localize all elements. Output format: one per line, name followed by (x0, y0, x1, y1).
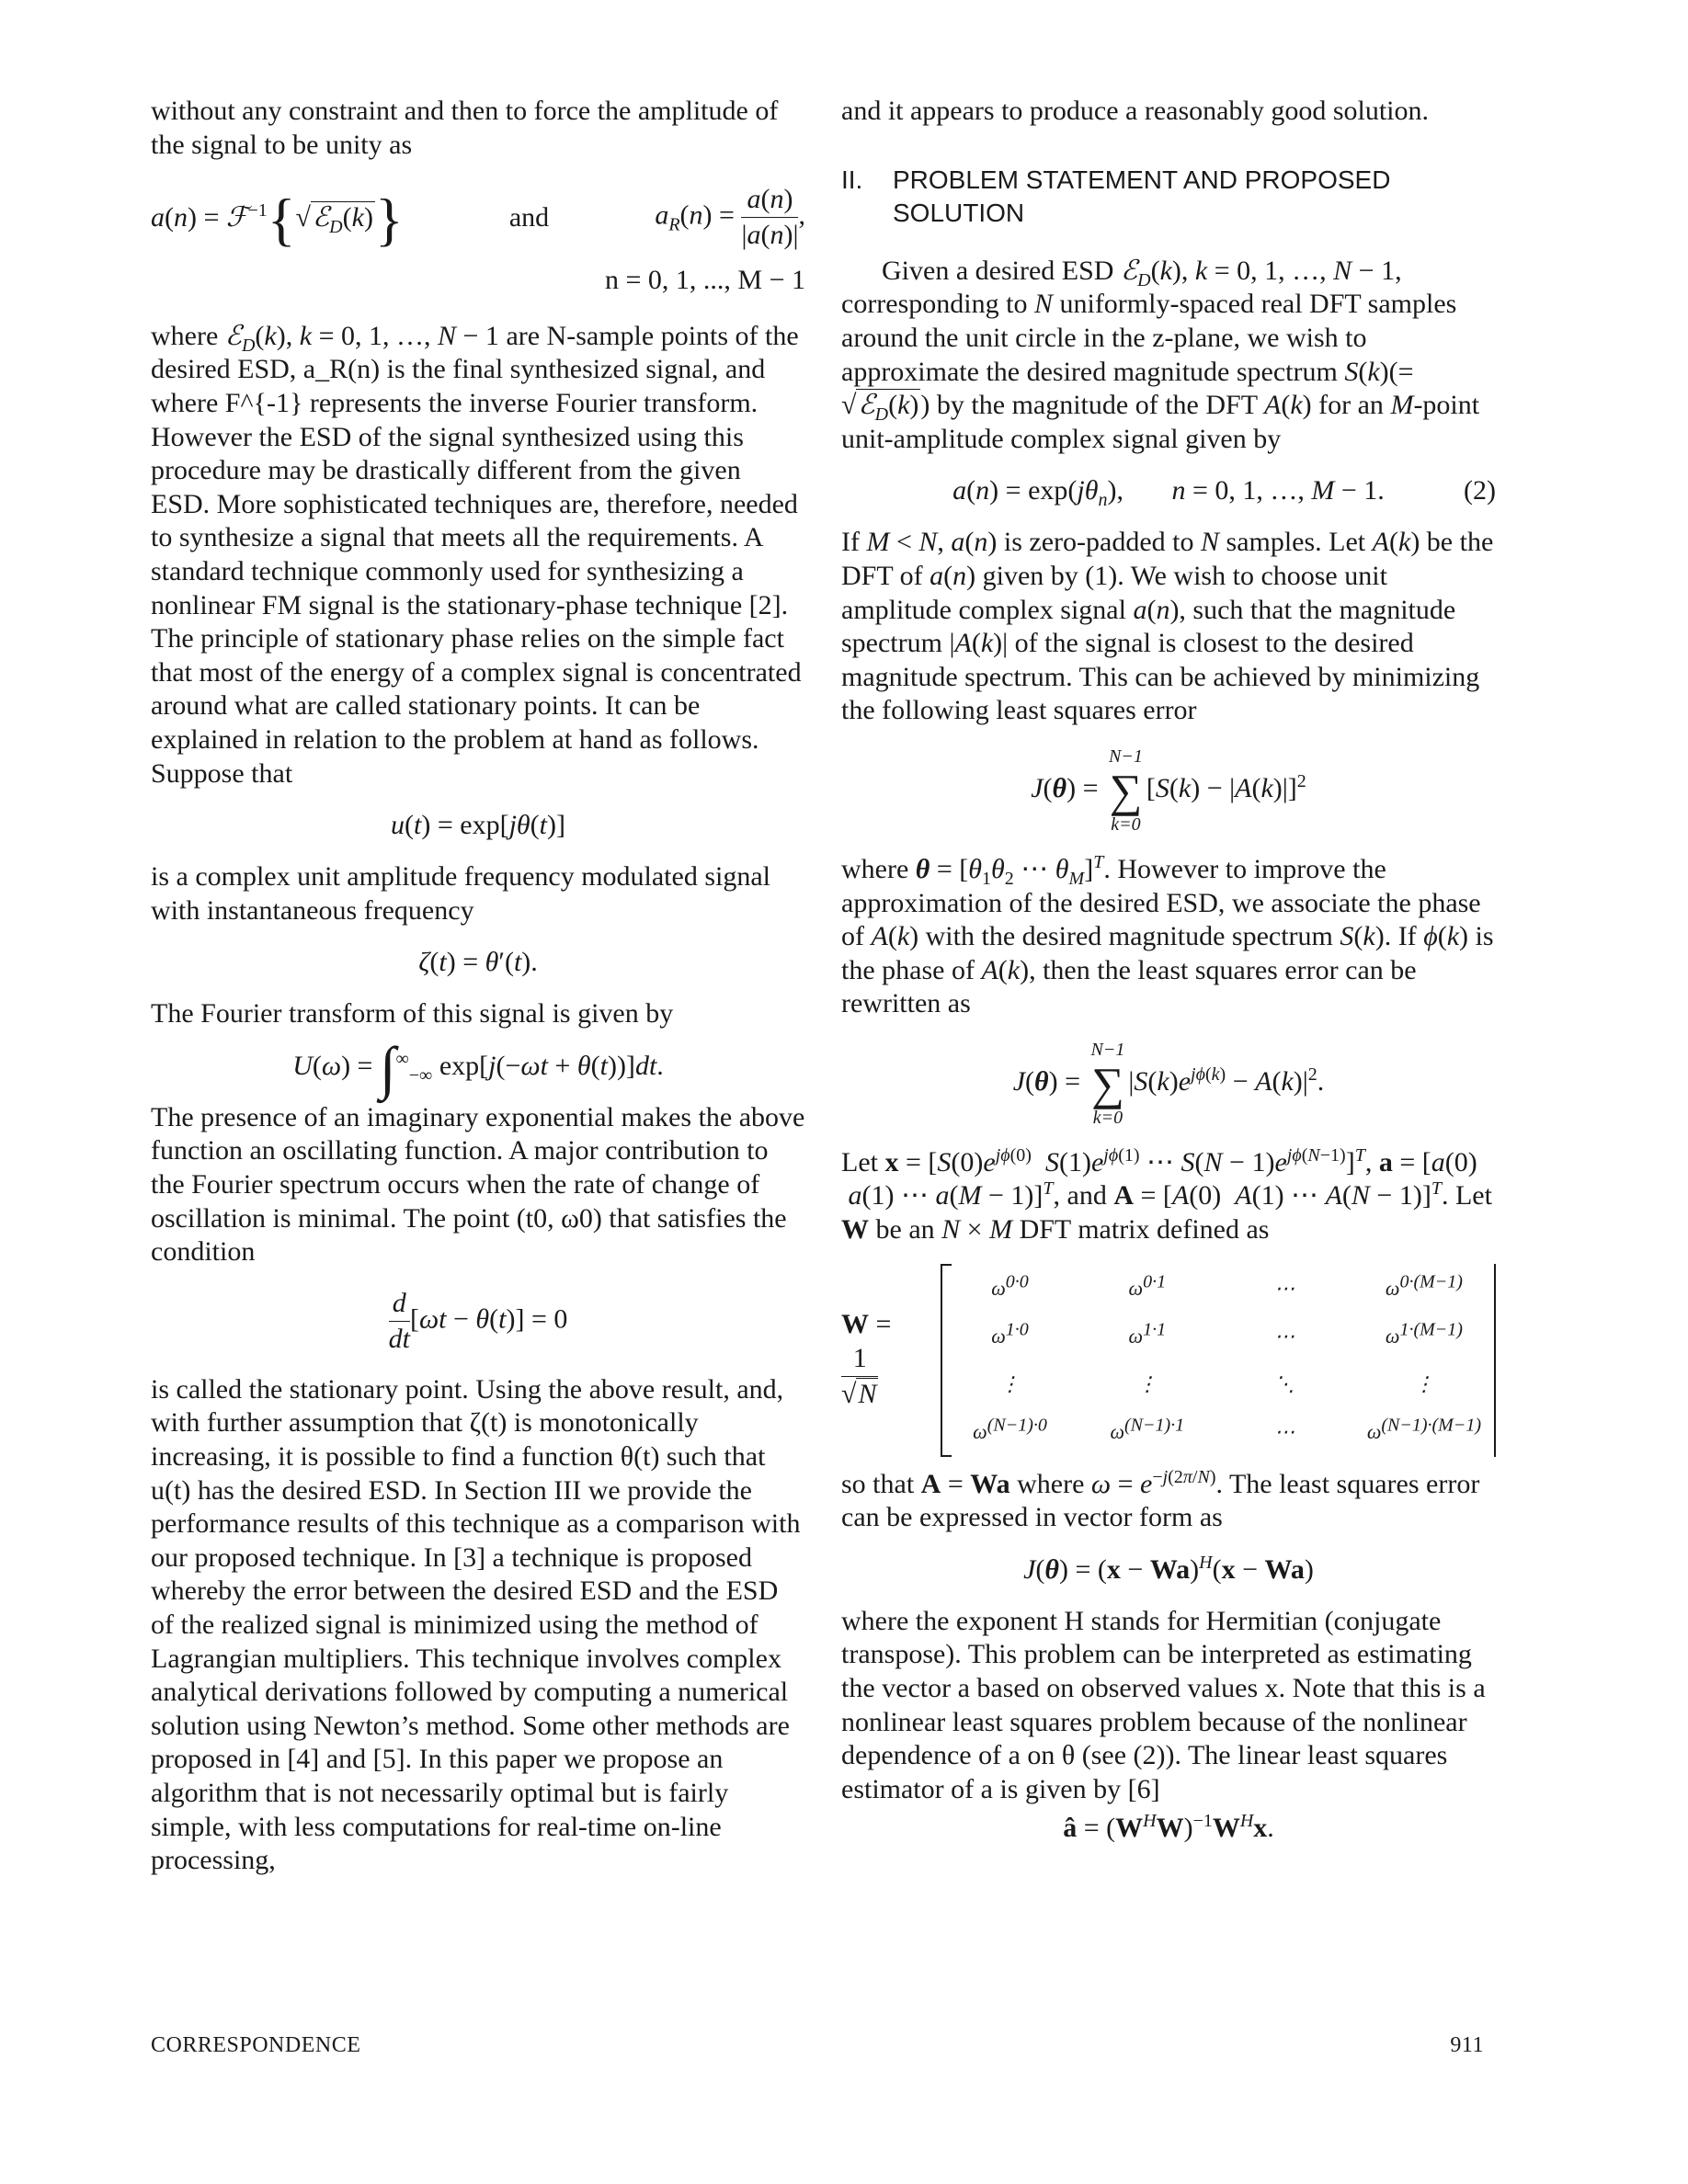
running-footer: CORRESPONDENCE (151, 2033, 361, 2057)
left-column (151, 95, 805, 1878)
paragraph: is a complex unit amplitude frequency modulated signal with instantaneous frequency (151, 861, 770, 926)
page-number: 911 (1450, 2033, 1484, 2057)
dft-matrix: $\omega^{0\cdot 0}$ $\omega^{0\cdot 1}$ ⋯ $\omega^{0\cdot(M-1)}$ $\omega^{1\cdot 0}$ $\omega^{1\cdot 1}$ ⋯ $\omega^{1\cdot(M-1)}$ ⋮ ⋮ ⋱ ⋮ $\omega^{(N-1)\cdot 0}$ $\omega^{(N-1)\cdot 1}$ ⋯ $\omega^{(N-1)\cdot(M-1)}$ (941, 1264, 1496, 1457)
paragraph: Let $x = [S(0)e^{j\phi(0)}$ $S(1)e^{j\phi(1)}$ ⋯ $S(N - 1)e^{j\phi(N-1)}]^T$, a = [a(0) a(1) ⋯ a(M − 1)]$^T$, and A = [A(0) A(1) ⋯ A(N − 1)]$^T$. Let W be an N × M DFT matrix defined as (841, 1144, 1492, 1246)
paragraph: is called the stationary point. Using the above result, and, with further assumption that ζ(t) is monotonically increasing, it is possible to find a function θ(t) such that u(t) has the desired ESD. In Section III we provide the performance results of this technique as a comparison with our proposed technique. In [3] a technique is proposed whereby the error between the desired ESD and the ESD of the realized signal is minimized using the method of Lagrangian multipliers. This technique involves complex analytical derivations followed by computing a numerical solution using Newton’s method. Some other methods are proposed in [4] and [5]. In this paper we propose an algorithm that is not necessarily optimal but is fairly simple, with less computations for real-time on-line processing, (151, 1373, 801, 1876)
right-column (841, 95, 1496, 1863)
paragraph-start: where (151, 320, 219, 351)
paragraph: Given a desired ESD ℰ$_D$(k), k = 0, 1, …, N − 1, corresponding to N uniformly-spaced real DFT samples around the unit circle in the z-plane, we wish to approximate the desired magnitude spectrum S(k)(= √ℰ$_D$(k)) by the magnitude of the DFT A(k) for an M-point unit-amplitude complex signal given by (841, 254, 1480, 454)
section-heading (841, 164, 1496, 231)
equation-fourier-integral: $U(\omega) = \int^\infty_{-\infty}$ exp[j(−ωt + θ(t))]dt. (292, 1034, 664, 1100)
equation-range (151, 264, 805, 298)
section-number: II. (841, 165, 863, 194)
paragraph: where ℰ$_D$(k), k = 0, 1, …, N − 1 are N-sample points of the desired ESD, a_R(n) is the final synthesized signal, and where F^{-1} represents the inverse Fourier transform. However the ESD of the signal synthesized using this procedure may be drastically different from the given ESD. More sophisticated techniques are, therefore, needed to synthesize a signal that meets all the requirements. A standard technique commonly used for synthesizing a nonlinear FM signal is the stationary-phase technique [2]. The principle of stationary phase relies on the simple fact that most of the energy of a complex signal is concentrated around what are called stationary points. It can be explained in relation to the problem at hand as follows. Suppose that (151, 319, 802, 789)
section-title: PROBLEM STATEMENT AND PROPOSED SOLUTION (893, 165, 1391, 228)
paragraph: The Fourier transform of this signal is given by (151, 998, 674, 1029)
equation-stationary: $\frac{d}{dt}$ [ωt − θ(t)] = 0 (388, 1287, 568, 1354)
equation-ls-estimator: â = $(W^HW)^{-1}W^Hx$. (1063, 1811, 1274, 1844)
paragraph: where the exponent H stands for Hermitian (conjugate transpose). This problem can be interpreted as estimating the vector a based on observed values x. Note that this is a nonlinear least squares problem because of the nonlinear dependence of a on θ (see (2)). The linear least squares estimator of a is given by [6] (841, 1605, 1486, 1804)
paragraph-text: are N-sample points of the desired ESD, a_R(n) is the final synthesized signal, and where F^{-1} represents the inverse Fourier transform. However the ESD of the signal synthesized using this procedure may be drastically different from the given ESD. More sophisticated techniques are, therefore, needed to synthesize a signal that meets all the requirements. A standard technique commonly used for synthesizing a nonlinear FM signal is the stationary-phase technique [2]. The principle of stationary phase relies on the simple fact that most of the energy of a complex signal is concentrated around what are called stationary points. It can be explained in relation to the problem at hand as follows. Suppose that (151, 320, 802, 789)
paragraph: without any constraint and then to force the amplitude of the signal to be unity as (151, 96, 779, 160)
equation-2: $a(n) = \exp(j\theta_n)$, n = 0, 1, …, M − 1. (2) (841, 472, 1496, 509)
equation-zeta: ζ(t) = θ′(t). (418, 947, 538, 978)
paragraph: so that A = Wa where $\omega = e^{-j(2\pi/N)}$. The least squares error can be expressed in vector form as (841, 1466, 1480, 1533)
equation-range-text: n = 0, 1, ..., M − 1 (604, 265, 805, 296)
equation-inverse-fourier: a(n) = ℱ$^{-1}${√ℰ$_D$(k)} and $a_R(n)$ = $\frac{a(n)}{|a(n)|}$ , (151, 184, 805, 252)
paragraph: The presence of an imaginary exponential makes the above function an oscillating function. A major contribution to the Fourier spectrum occurs when the rate of change of oscillation is minimal. The point (t0, ω0) that satisfies the condition (151, 1101, 805, 1268)
equation-vector-form: $J(\theta) = (x - Wa)^H(x - Wa)$ (1023, 1552, 1314, 1585)
paragraph: where $\theta = [\theta_1\theta_2$ ⋯ $\theta_M]^T$. However to improve the approximation of the desired ESD, we associate the phase of A(k) with the desired magnitude spectrum S(k). If ϕ(k) is the phase of A(k), then the least squares error can be rewritten as (841, 851, 1494, 1019)
equation-conjunction: and (508, 201, 550, 233)
equation-ls-error: J(θ) = N−1 ∑ k=0 $[S(k) - |A(k)|]^2$ (1031, 745, 1306, 835)
equation-dft-matrix: W = $\frac{1}{√N}$ $\omega^{0\cdot 0}$ $\omega^{0\cdot 1}$ ⋯ $\omega^{0\cdot(M-1)}$ $\omega^{1\cdot 0}$ $\omega^{1\cdot 1}$ ⋯ $\omega^{1\cdot(M-1)}$ ⋮ ⋮ ⋱ ⋮ $\omega^{(N-1)\cdot 0}$ $\omega^{(N-1)\cdot 1}$ ⋯ $\omega^{(N-1)\cdot(M-1)}$ (841, 1264, 1496, 1457)
equation-u-t: u(t) = exp[jθ(t)] (391, 810, 565, 841)
paragraph: and it appears to produce a reasonably good solution. (841, 96, 1429, 126)
equation-number: (2) (1464, 475, 1496, 506)
paragraph: If M < N, a(n) is zero-padded to N samples. Let A(k) be the DFT of a(n) given by (1). We wish to choose unit amplitude complex signal a(n), such that the magnitude spectrum |A(k)| of the signal is closest to the desired magnitude spectrum. This can be achieved by minimizing the following least squares error (841, 527, 1494, 726)
equation-ls-error-phase: J(θ) = N−1 ∑ k=0 $|S(k)e^{j\phi(k)} - A(k)|^2$. (1012, 1039, 1325, 1128)
